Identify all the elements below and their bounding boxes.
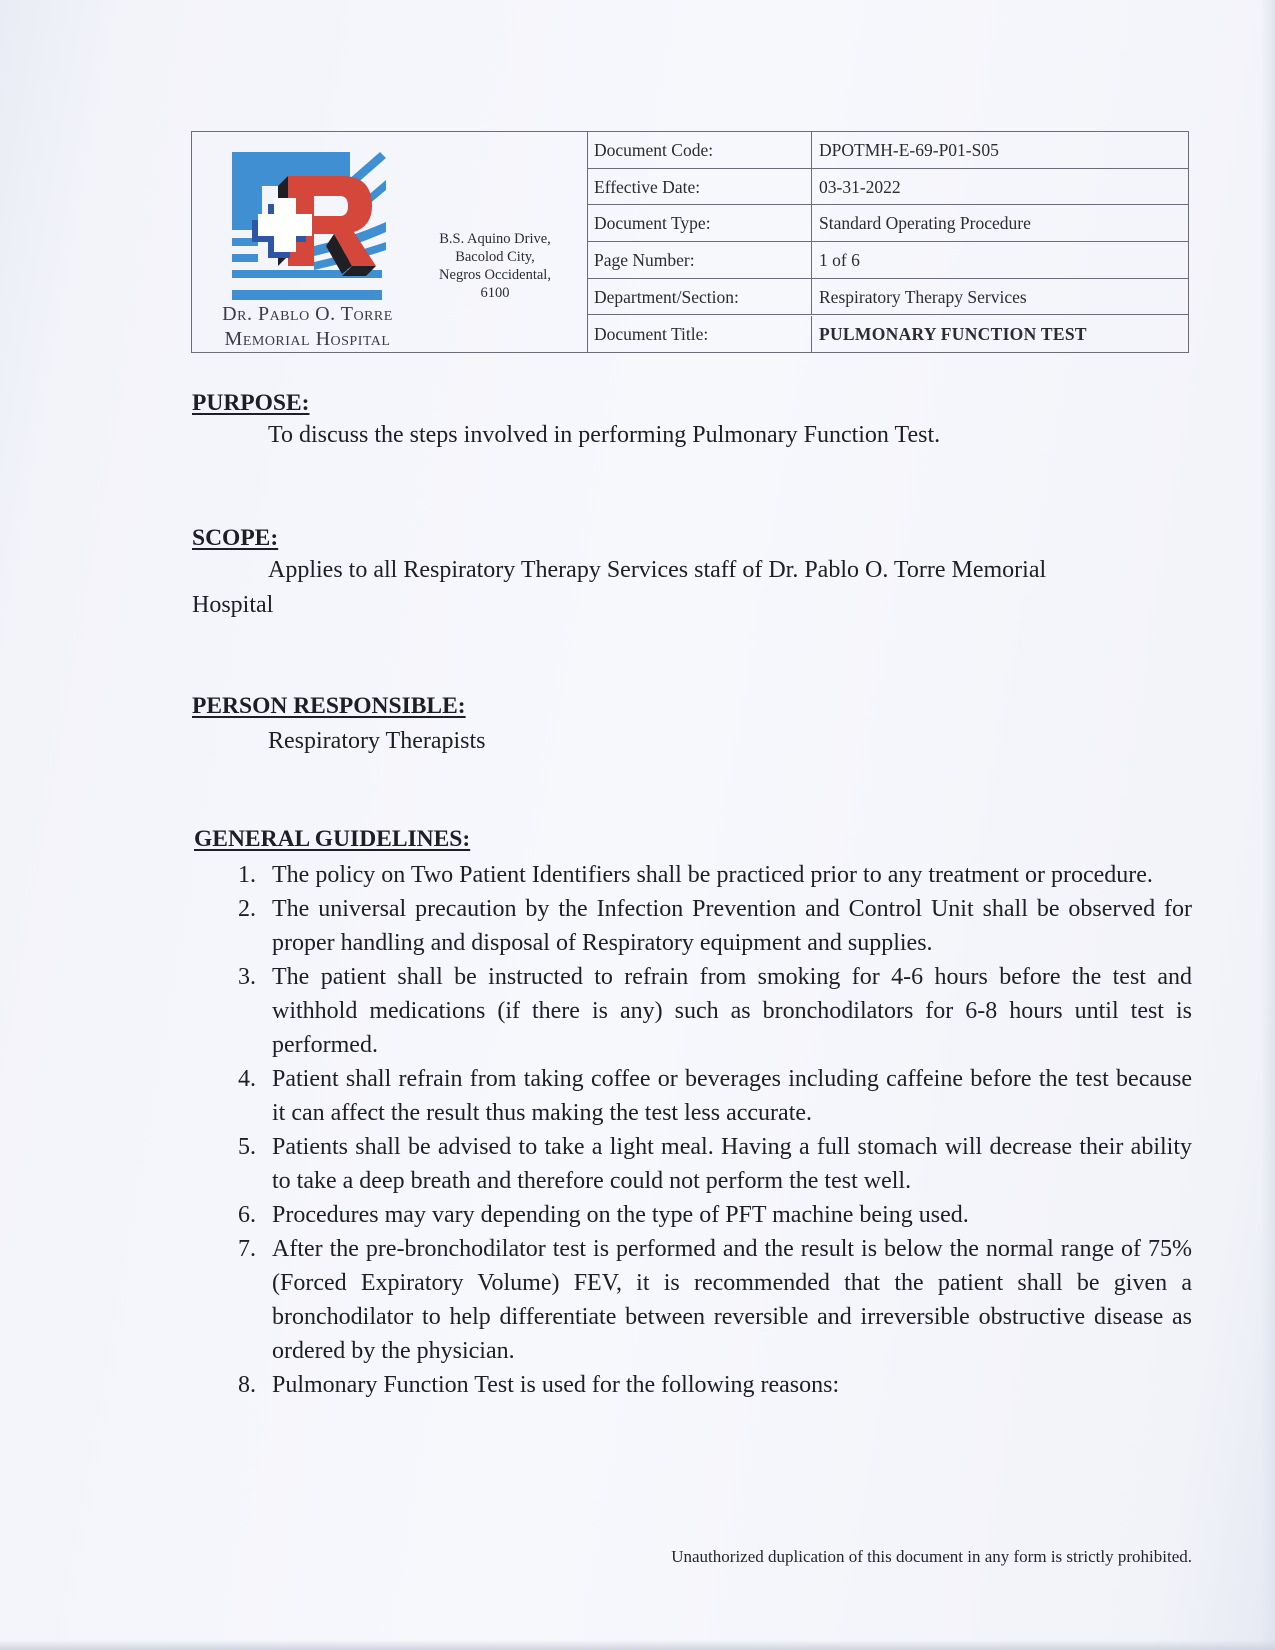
page-edge-shadow <box>1261 0 1275 1650</box>
guideline-text: The policy on Two Patient Identifiers shall be practiced prior to any treatment or procedure. <box>272 862 1153 888</box>
person-responsible-heading: PERSON RESPONSIBLE: <box>192 693 466 719</box>
meta-row-department <box>587 279 1188 316</box>
guideline-number: 5. <box>238 1134 256 1160</box>
guideline-text: Procedures may vary depending on the type of PFT machine being used. <box>272 1202 969 1228</box>
page-bottom-shadow <box>0 1640 1275 1650</box>
address-line: 6100 <box>480 285 510 301</box>
guideline-number: 2. <box>238 896 256 922</box>
guideline-item <box>238 960 1192 1062</box>
address-line: Bacolod City, <box>455 249 535 265</box>
guideline-number: 8. <box>238 1372 256 1398</box>
address-line: Negros Occidental, <box>439 267 551 283</box>
meta-row-document-type <box>587 205 1188 242</box>
meta-label: Document Code: <box>587 132 812 168</box>
meta-value: 03-31-2022 <box>819 176 901 197</box>
meta-value: Standard Operating Procedure <box>819 213 1031 234</box>
meta-label: Effective Date: <box>587 169 812 205</box>
document-header-table <box>191 131 1189 353</box>
hospital-name <box>200 302 415 352</box>
document-meta-table <box>587 132 1188 352</box>
guideline-item <box>238 1368 1192 1402</box>
meta-row-document-title <box>587 316 1188 353</box>
meta-value-title: PULMONARY FUNCTION TEST <box>819 323 1087 344</box>
guidelines-list <box>238 858 1192 1402</box>
hospital-name-line1: Dr. Pablo O. Torre <box>222 303 393 325</box>
general-guidelines-heading: GENERAL GUIDELINES: <box>194 826 471 852</box>
guideline-item <box>238 1062 1192 1130</box>
meta-value: 1 of 6 <box>819 250 860 271</box>
guideline-number: 4. <box>238 1066 256 1092</box>
footer-notice: Unauthorized duplication of this document in any form is strictly prohibited. <box>671 1547 1192 1566</box>
guideline-item <box>238 1130 1192 1198</box>
guideline-item <box>238 858 1192 892</box>
guideline-item <box>238 1232 1192 1368</box>
meta-row-page-number <box>587 242 1188 279</box>
scope-heading: SCOPE: <box>192 525 279 551</box>
hospital-address <box>410 230 580 302</box>
scope-text-line1: Applies to all Respiratory Therapy Services staff of Dr. Pablo O. Torre Memorial <box>268 557 1047 583</box>
guideline-number: 6. <box>238 1202 256 1228</box>
address-line: B.S. Aquino Drive, <box>439 231 551 247</box>
guideline-item <box>238 1198 1192 1232</box>
meta-label: Document Title: <box>587 316 812 353</box>
guideline-number: 7. <box>238 1236 256 1262</box>
guideline-text: The universal precaution by the Infection Prevention and Control Unit shall be observed for proper handling and disposal of Respiratory equipment and supplies. <box>272 896 1192 956</box>
hospital-name-line2: Memorial Hospital <box>224 328 391 350</box>
meta-label: Department/Section: <box>587 279 812 315</box>
guideline-text: After the pre-bronchodilator test is performed and the result is below the normal range of 75% (Forced Expiratory Volume) FEV, it is recommended that the patient shall be given a bronchodilator to help differentiate between reversible and irreversible obstructive disease as ordered by the physician. <box>272 1236 1192 1364</box>
hospital-logo-icon <box>230 150 386 302</box>
purpose-heading: PURPOSE: <box>192 390 310 416</box>
meta-label: Page Number: <box>587 242 812 278</box>
purpose-text: To discuss the steps involved in performing Pulmonary Function Test. <box>268 422 941 448</box>
meta-value: Respiratory Therapy Services <box>819 286 1027 307</box>
guideline-number: 1. <box>238 862 256 888</box>
guideline-text: Pulmonary Function Test is used for the following reasons: <box>272 1372 840 1398</box>
guideline-text: Patients shall be advised to take a light meal. Having a full stomach will decrease their ability to take a deep breath and therefore could not perform the test well. <box>272 1134 1192 1194</box>
guideline-number: 3. <box>238 964 256 990</box>
meta-row-document-code <box>587 132 1188 169</box>
guideline-text: The patient shall be instructed to refrain from smoking for 4-6 hours before the test and withhold medications (if there is any) such as bronchodilators for 6-8 hours until test is performed. <box>272 964 1192 1058</box>
person-responsible-text: Respiratory Therapists <box>268 728 486 754</box>
guideline-item <box>238 892 1192 960</box>
meta-label: Document Type: <box>587 205 812 241</box>
guideline-text: Patient shall refrain from taking coffee or beverages including caffeine before the test because it can affect the result thus making the test less accurate. <box>272 1066 1192 1126</box>
meta-value: DPOTMH-E-69-P01-S05 <box>819 140 999 160</box>
logo-cell <box>192 132 588 352</box>
scope-text-line2: Hospital <box>192 592 274 618</box>
meta-row-effective-date <box>587 169 1188 206</box>
